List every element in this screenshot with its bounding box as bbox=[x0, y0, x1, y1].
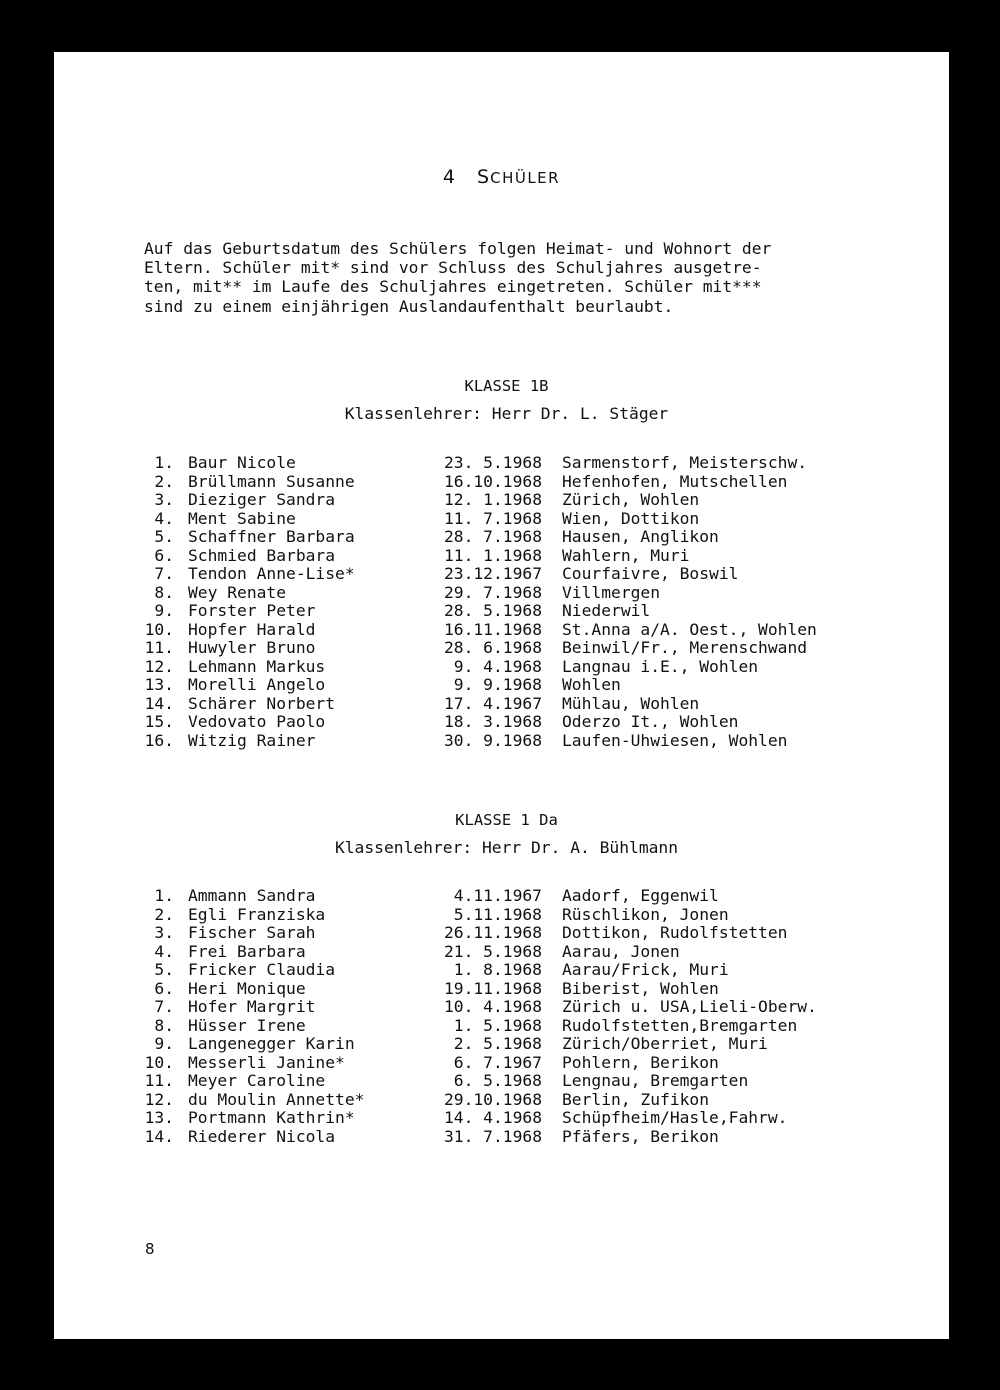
intro-line: Eltern. Schüler mit* sind vor Schluss des Schuljahres ausgetre- bbox=[144, 258, 762, 278]
student-row bbox=[140, 564, 860, 583]
student-row bbox=[140, 620, 860, 639]
student-birthdate: 6. 7.1967 bbox=[453, 1052, 542, 1072]
student-row bbox=[140, 490, 860, 509]
student-birthdate: 18. 3.1968 bbox=[443, 712, 542, 731]
student-name: Schaffner Barbara bbox=[188, 527, 355, 546]
student-name: Riederer Nicola bbox=[188, 1126, 336, 1146]
student-number: 12. bbox=[144, 1089, 174, 1109]
student-name: Lehmann Markus bbox=[188, 656, 326, 676]
student-name: Frei Barbara bbox=[188, 941, 306, 961]
student-number: 2. bbox=[154, 904, 174, 924]
page-number: 8 bbox=[145, 1240, 155, 1258]
student-origin-residence: Oderzo It., Wohlen bbox=[562, 712, 739, 731]
student-origin-residence: Berlin, Zufikon bbox=[562, 1089, 710, 1109]
student-origin-residence: Wien, Dottikon bbox=[562, 508, 700, 528]
section-title-rest: CHÜLER bbox=[490, 169, 561, 187]
student-origin-residence: Villmergen bbox=[562, 582, 661, 602]
student-birthdate: 12. 1.1968 bbox=[443, 490, 542, 509]
student-origin-residence: Zürich u. USA,Lieli-Oberw. bbox=[562, 997, 817, 1016]
student-name: Ment Sabine bbox=[188, 508, 296, 528]
intro-line: sind zu einem einjährigen Auslandaufenthalt beurlaubt. bbox=[144, 296, 674, 316]
student-name: Ammann Sandra bbox=[188, 886, 316, 905]
student-name: Hopfer Harald bbox=[188, 619, 316, 639]
student-row bbox=[140, 472, 860, 491]
student-origin-residence: Hefenhofen, Mutschellen bbox=[562, 471, 788, 491]
student-number: 5. bbox=[154, 527, 174, 546]
student-name: Fricker Claudia bbox=[188, 960, 336, 979]
student-birthdate: 1. 8.1968 bbox=[453, 960, 542, 979]
student-origin-residence: Wahlern, Muri bbox=[562, 545, 690, 565]
student-name: Hüsser Irene bbox=[188, 1015, 306, 1035]
student-birthdate: 10. 4.1968 bbox=[443, 997, 542, 1016]
student-birthdate: 9. 4.1968 bbox=[453, 656, 542, 676]
student-row bbox=[140, 1127, 860, 1146]
student-number: 5. bbox=[154, 960, 174, 979]
section-number: 4 bbox=[442, 166, 456, 188]
student-origin-residence: Langnau i.E., Wohlen bbox=[562, 656, 759, 676]
student-name: Wey Renate bbox=[188, 582, 287, 602]
student-row bbox=[140, 712, 860, 731]
student-row bbox=[140, 638, 860, 657]
student-row bbox=[140, 1016, 860, 1035]
student-name: Langenegger Karin bbox=[188, 1034, 355, 1053]
student-origin-residence: Aadorf, Eggenwil bbox=[562, 886, 719, 905]
student-birthdate: 28. 5.1968 bbox=[443, 601, 542, 620]
student-row bbox=[140, 905, 860, 924]
student-name: Schärer Norbert bbox=[188, 693, 336, 713]
student-origin-residence: Mühlau, Wohlen bbox=[562, 693, 700, 713]
student-birthdate: 11. 1.1968 bbox=[443, 545, 542, 565]
student-number: 1. bbox=[154, 886, 174, 905]
class-title-1da: KLASSE 1 Da bbox=[455, 811, 558, 829]
student-origin-residence: Laufen-Uhwiesen, Wohlen bbox=[562, 730, 788, 750]
student-number: 4. bbox=[154, 941, 174, 961]
student-number: 10. bbox=[144, 619, 174, 639]
student-number: 16. bbox=[144, 730, 174, 750]
student-row bbox=[140, 583, 860, 602]
student-number: 13. bbox=[144, 1108, 174, 1127]
student-origin-residence: Pohlern, Berikon bbox=[562, 1052, 719, 1072]
student-row bbox=[140, 1071, 860, 1090]
student-origin-residence: Wohlen bbox=[562, 675, 621, 694]
student-birthdate: 1. 5.1968 bbox=[453, 1015, 542, 1035]
student-number: 8. bbox=[154, 1015, 174, 1035]
student-origin-residence: Rüschlikon, Jonen bbox=[562, 904, 729, 924]
student-origin-residence: Aarau, Jonen bbox=[562, 941, 680, 961]
student-number: 12. bbox=[144, 656, 174, 676]
student-name: Tendon Anne-Lise* bbox=[188, 564, 355, 583]
intro-line: Auf das Geburtsdatum des Schülers folgen Heimat- und Wohnort der bbox=[144, 239, 772, 258]
student-row bbox=[140, 1090, 860, 1109]
intro-paragraph bbox=[144, 239, 864, 316]
student-row bbox=[140, 453, 860, 472]
student-number: 4. bbox=[154, 508, 174, 528]
document-page bbox=[54, 52, 949, 1339]
student-origin-residence: Beinwil/Fr., Merenschwand bbox=[562, 638, 808, 657]
student-origin-residence: Niederwil bbox=[562, 601, 651, 620]
student-birthdate: 11. 7.1968 bbox=[443, 508, 542, 528]
intro-line: ten, mit** im Laufe des Schuljahres eingetreten. Schüler mit*** bbox=[144, 277, 762, 297]
student-birthdate: 5.11.1968 bbox=[453, 904, 542, 924]
student-number: 6. bbox=[154, 978, 174, 998]
student-birthdate: 29. 7.1968 bbox=[443, 582, 542, 602]
student-name: Baur Nicole bbox=[188, 453, 296, 472]
student-number: 3. bbox=[154, 490, 174, 509]
student-name: du Moulin Annette* bbox=[188, 1089, 365, 1109]
student-number: 1. bbox=[154, 453, 174, 472]
student-row bbox=[140, 694, 860, 713]
student-birthdate: 6. 5.1968 bbox=[453, 1071, 542, 1090]
student-origin-residence: Hausen, Anglikon bbox=[562, 527, 719, 546]
student-row bbox=[140, 731, 860, 750]
class-teacher-1da: Klassenlehrer: Herr Dr. A. Bühlmann bbox=[334, 838, 679, 857]
student-number: 6. bbox=[154, 545, 174, 565]
student-number: 9. bbox=[154, 1034, 174, 1053]
class-roster-1da bbox=[140, 886, 860, 1145]
student-birthdate: 21. 5.1968 bbox=[443, 941, 542, 961]
student-number: 15. bbox=[144, 712, 174, 731]
student-row bbox=[140, 886, 860, 905]
student-name: Forster Peter bbox=[188, 601, 316, 620]
student-birthdate: 26.11.1968 bbox=[443, 923, 542, 942]
section-heading bbox=[54, 166, 949, 188]
student-birthdate: 19.11.1968 bbox=[443, 978, 542, 998]
student-number: 8. bbox=[154, 582, 174, 602]
student-birthdate: 29.10.1968 bbox=[443, 1089, 542, 1109]
student-birthdate: 28. 7.1968 bbox=[443, 527, 542, 546]
student-number: 14. bbox=[144, 1126, 174, 1146]
student-birthdate: 23.12.1967 bbox=[443, 564, 542, 583]
student-name: Meyer Caroline bbox=[188, 1071, 326, 1090]
student-birthdate: 17. 4.1967 bbox=[443, 693, 542, 713]
student-number: 13. bbox=[144, 675, 174, 694]
student-birthdate: 4.11.1967 bbox=[453, 886, 542, 905]
student-name: Morelli Angelo bbox=[188, 675, 326, 694]
student-row bbox=[140, 997, 860, 1016]
student-origin-residence: Zürich/Oberriet, Muri bbox=[562, 1034, 768, 1053]
student-name: Brüllmann Susanne bbox=[188, 471, 355, 491]
student-name: Heri Monique bbox=[188, 978, 306, 998]
student-birthdate: 31. 7.1968 bbox=[443, 1126, 542, 1146]
student-row bbox=[140, 527, 860, 546]
student-origin-residence: Courfaivre, Boswil bbox=[562, 564, 739, 583]
student-name: Portmann Kathrin* bbox=[188, 1108, 355, 1127]
student-name: Dieziger Sandra bbox=[188, 490, 336, 509]
student-row bbox=[140, 960, 860, 979]
student-birthdate: 28. 6.1968 bbox=[443, 638, 542, 657]
student-row bbox=[140, 546, 860, 565]
student-number: 14. bbox=[144, 693, 174, 713]
student-birthdate: 23. 5.1968 bbox=[443, 453, 542, 472]
student-row bbox=[140, 657, 860, 676]
student-origin-residence: Aarau/Frick, Muri bbox=[562, 960, 729, 979]
student-origin-residence: Rudolfstetten,Bremgarten bbox=[562, 1015, 798, 1035]
student-origin-residence: Schüpfheim/Hasle,Fahrw. bbox=[562, 1108, 788, 1127]
student-origin-residence: Zürich, Wohlen bbox=[562, 490, 700, 509]
student-row bbox=[140, 1108, 860, 1127]
student-origin-residence: Lengnau, Bremgarten bbox=[562, 1071, 749, 1090]
student-origin-residence: St.Anna a/A. Oest., Wohlen bbox=[562, 619, 817, 639]
student-number: 2. bbox=[154, 471, 174, 491]
student-birthdate: 30. 9.1968 bbox=[443, 730, 542, 750]
student-row bbox=[140, 601, 860, 620]
student-row bbox=[140, 923, 860, 942]
class-teacher-1b: Klassenlehrer: Herr Dr. L. Stäger bbox=[344, 404, 669, 423]
student-name: Fischer Sarah bbox=[188, 923, 316, 942]
student-number: 3. bbox=[154, 923, 174, 942]
student-number: 7. bbox=[154, 564, 174, 583]
class-title-1b: KLASSE 1B bbox=[464, 377, 549, 395]
student-row bbox=[140, 979, 860, 998]
student-birthdate: 16.10.1968 bbox=[443, 471, 542, 491]
student-row bbox=[140, 675, 860, 694]
student-origin-residence: Biberist, Wohlen bbox=[562, 978, 719, 998]
student-origin-residence: Dottikon, Rudolfstetten bbox=[562, 923, 788, 942]
student-birthdate: 14. 4.1968 bbox=[443, 1108, 542, 1127]
student-birthdate: 16.11.1968 bbox=[443, 619, 542, 639]
student-row bbox=[140, 1034, 860, 1053]
student-origin-residence: Sarmenstorf, Meisterschw. bbox=[562, 453, 808, 472]
student-name: Schmied Barbara bbox=[188, 545, 336, 565]
class-roster-1b bbox=[140, 453, 860, 749]
student-number: 9. bbox=[154, 601, 174, 620]
student-number: 11. bbox=[144, 1071, 174, 1090]
student-name: Messerli Janine* bbox=[188, 1052, 345, 1072]
student-number: 10. bbox=[144, 1052, 174, 1072]
student-birthdate: 9. 9.1968 bbox=[453, 675, 542, 694]
student-number: 7. bbox=[154, 997, 174, 1016]
student-row bbox=[140, 509, 860, 528]
student-name: Huwyler Bruno bbox=[188, 638, 316, 657]
student-name: Vedovato Paolo bbox=[188, 712, 326, 731]
student-number: 11. bbox=[144, 638, 174, 657]
student-row bbox=[140, 1053, 860, 1072]
section-title-initial: S bbox=[477, 166, 491, 188]
student-name: Witzig Rainer bbox=[188, 730, 316, 750]
student-row bbox=[140, 942, 860, 961]
student-birthdate: 2. 5.1968 bbox=[453, 1034, 542, 1053]
student-name: Hofer Margrit bbox=[188, 997, 316, 1016]
student-origin-residence: Pfäfers, Berikon bbox=[562, 1126, 719, 1146]
student-name: Egli Franziska bbox=[188, 904, 326, 924]
